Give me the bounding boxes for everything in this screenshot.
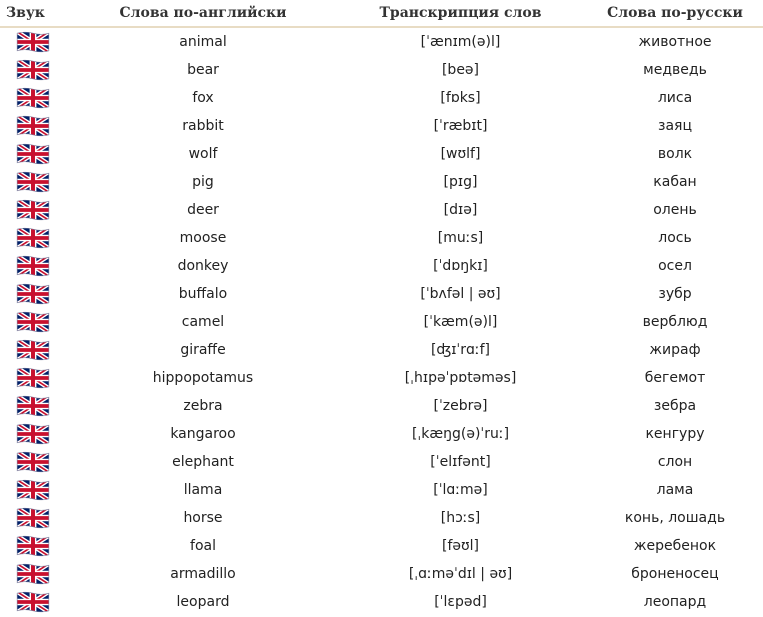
transcription: [ˈlɛpəd]	[434, 594, 487, 610]
transcription: [ˌhɪpəˈpɒtəməs]	[404, 370, 517, 386]
table-row	[0, 140, 763, 168]
sound-cell	[0, 280, 72, 308]
sound-cell	[0, 504, 72, 532]
transcription: [ˈbʌfəl | əʊ]	[420, 286, 501, 302]
english-word: giraffe	[180, 342, 226, 358]
english-word: foal	[190, 538, 216, 554]
english-word: moose	[179, 230, 227, 246]
uk-flag-icon[interactable]	[16, 535, 50, 557]
russian-word: кабан	[653, 174, 697, 190]
uk-flag-icon[interactable]	[16, 507, 50, 529]
transcription: [ˈdɒŋkɪ]	[433, 258, 488, 274]
uk-flag-icon[interactable]	[16, 143, 50, 165]
sound-cell	[0, 392, 72, 420]
english-word: rabbit	[182, 118, 224, 134]
uk-flag-icon[interactable]	[16, 479, 50, 501]
transcription: [ˈlɑːmə]	[433, 482, 488, 498]
english-word: donkey	[177, 258, 229, 274]
table-row	[0, 336, 763, 364]
russian-word: кенгуру	[645, 426, 705, 442]
transcription: [ˈræbɪt]	[433, 118, 488, 134]
sound-cell	[0, 476, 72, 504]
table-row	[0, 196, 763, 224]
english-word: elephant	[172, 454, 234, 470]
table-row	[0, 224, 763, 252]
russian-word: медведь	[643, 62, 707, 78]
sound-cell	[0, 336, 72, 364]
transcription: [ˈelɪfənt]	[430, 454, 491, 470]
uk-flag-icon[interactable]	[16, 59, 50, 81]
uk-flag-icon[interactable]	[16, 423, 50, 445]
uk-flag-icon[interactable]	[16, 451, 50, 473]
russian-word: жираф	[649, 342, 701, 358]
english-word: hippopotamus	[152, 370, 254, 386]
table-row	[0, 532, 763, 560]
russian-word: лиса	[657, 90, 693, 106]
sound-cell	[0, 168, 72, 196]
sound-cell	[0, 588, 72, 616]
russian-word: зубр	[658, 286, 692, 302]
sound-cell	[0, 308, 72, 336]
uk-flag-icon[interactable]	[16, 31, 50, 53]
russian-word: конь, лошадь	[624, 510, 726, 526]
english-word: deer	[187, 202, 219, 218]
russian-word: бегемот	[644, 370, 706, 386]
table-row	[0, 56, 763, 84]
table-row	[0, 504, 763, 532]
uk-flag-icon[interactable]	[16, 311, 50, 333]
transcription: [ˈænɪm(ə)l]	[420, 34, 501, 50]
english-word: pig	[192, 174, 214, 190]
sound-cell	[0, 112, 72, 140]
header-english: Слова по-английски	[72, 0, 334, 28]
english-word: zebra	[183, 398, 223, 414]
header-russian: Слова по-русски	[587, 0, 763, 28]
english-word: llama	[183, 482, 223, 498]
russian-word: зебра	[653, 398, 697, 414]
transcription: [ˌɑːməˈdɪl | əʊ]	[408, 566, 513, 582]
russian-word: осел	[658, 258, 692, 274]
transcription: [dɪə]	[443, 202, 478, 218]
uk-flag-icon[interactable]	[16, 283, 50, 305]
sound-cell	[0, 140, 72, 168]
english-word: wolf	[188, 146, 218, 162]
sound-cell	[0, 252, 72, 280]
russian-word: заяц	[658, 118, 692, 134]
table-row	[0, 168, 763, 196]
sound-cell	[0, 84, 72, 112]
english-word: buffalo	[178, 286, 228, 302]
sound-cell	[0, 28, 72, 56]
uk-flag-icon[interactable]	[16, 367, 50, 389]
sound-cell	[0, 532, 72, 560]
russian-word: броненосец	[631, 566, 719, 582]
sound-cell	[0, 56, 72, 84]
transcription: [ˌkæŋg(ə)ˈruː]	[411, 426, 510, 442]
russian-word: лама	[656, 482, 694, 498]
header-transcription: Транскрипция слов	[334, 0, 587, 28]
russian-word: олень	[653, 202, 697, 218]
russian-word: жеребенок	[633, 538, 717, 554]
english-word: armadillo	[170, 566, 236, 582]
english-word: horse	[183, 510, 223, 526]
sound-cell	[0, 224, 72, 252]
table-row	[0, 252, 763, 280]
uk-flag-icon[interactable]	[16, 227, 50, 249]
english-word: animal	[179, 34, 227, 50]
english-word: leopard	[176, 594, 230, 610]
english-word: bear	[187, 62, 219, 78]
transcription: [muːs]	[437, 230, 484, 246]
table-row	[0, 308, 763, 336]
table-row	[0, 112, 763, 140]
uk-flag-icon[interactable]	[16, 395, 50, 417]
uk-flag-icon[interactable]	[16, 171, 50, 193]
transcription: [ʤɪˈrɑːf]	[430, 342, 491, 358]
uk-flag-icon[interactable]	[16, 199, 50, 221]
table-row	[0, 392, 763, 420]
russian-word: верблюд	[642, 314, 708, 330]
russian-word: животное	[638, 34, 712, 50]
transcription: [fɒks]	[440, 90, 481, 106]
english-word: kangaroo	[170, 426, 236, 442]
russian-word: волк	[657, 146, 693, 162]
table-row	[0, 448, 763, 476]
uk-flag-icon[interactable]	[16, 115, 50, 137]
transcription: [ˈzebrə]	[433, 398, 488, 414]
table-row	[0, 560, 763, 588]
table-row	[0, 588, 763, 616]
table-row	[0, 84, 763, 112]
sound-cell	[0, 560, 72, 588]
russian-word: слон	[657, 454, 693, 470]
sound-cell	[0, 448, 72, 476]
header-row	[0, 0, 763, 28]
transcription: [fəʊl]	[441, 538, 479, 554]
uk-flag-icon[interactable]	[16, 87, 50, 109]
uk-flag-icon[interactable]	[16, 563, 50, 585]
sound-cell	[0, 196, 72, 224]
russian-word: лось	[658, 230, 692, 246]
transcription: [pɪg]	[443, 174, 478, 190]
transcription: [beə]	[441, 62, 480, 78]
table-row	[0, 476, 763, 504]
english-word: camel	[181, 314, 225, 330]
table-row	[0, 28, 763, 56]
transcription: [ˈkæm(ə)l]	[423, 314, 498, 330]
uk-flag-icon[interactable]	[16, 255, 50, 277]
uk-flag-icon[interactable]	[16, 591, 50, 613]
transcription: [hɔːs]	[440, 510, 481, 526]
table-row	[0, 280, 763, 308]
table-row	[0, 364, 763, 392]
english-word: fox	[192, 90, 214, 106]
uk-flag-icon[interactable]	[16, 339, 50, 361]
table-row	[0, 420, 763, 448]
russian-word: леопард	[643, 594, 707, 610]
header-sound: Звук	[0, 0, 72, 28]
sound-cell	[0, 420, 72, 448]
transcription: [wʊlf]	[440, 146, 481, 162]
sound-cell	[0, 364, 72, 392]
